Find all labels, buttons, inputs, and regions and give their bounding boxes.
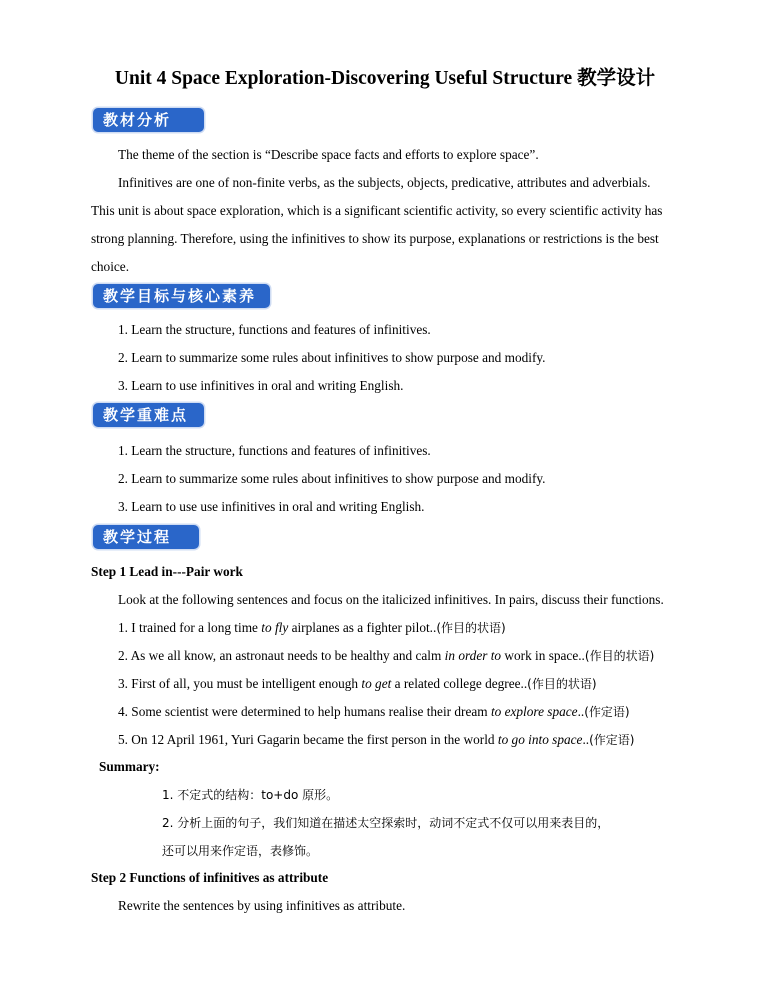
example-sentence-1: [118, 620, 506, 636]
function-note: (作定语): [584, 705, 630, 719]
page-title: Unit 4 Space Exploration-Discovering Useful Structure 教学设计: [114, 68, 656, 89]
sentence-text: 4. Some scientist were determined to help humans realise their dream: [118, 704, 491, 719]
summary-item-2-line-2: 还可以用来作定语，表修饰。: [162, 844, 319, 858]
italic-infinitive: to get: [361, 676, 392, 691]
italic-infinitive: to go into space: [497, 732, 583, 747]
goal-item: 2. Learn to summarize some rules about infinitives to show purpose and modify.: [118, 350, 546, 365]
function-note: (作目的状语): [436, 621, 506, 635]
analysis-paragraph-2-line-3: strong planning. Therefore, using the infinitives to show its purpose, explanations or restrictions is the best: [91, 231, 659, 246]
italic-infinitive: to fly: [261, 620, 289, 635]
sentence-text: 2. As we all know, an astronaut needs to be healthy and calm: [118, 648, 445, 663]
section-badge-process: 教学过程: [93, 525, 199, 549]
italic-infinitive: to explore space: [490, 704, 578, 719]
sentence-text: airplanes as a fighter pilot..: [288, 620, 437, 635]
section-badge-goals: 教学目标与核心素养: [93, 284, 270, 308]
analysis-paragraph-2-line-1: Infinitives are one of non-finite verbs, as the subjects, objects, predicative, attributes and adverbials.: [118, 175, 651, 190]
keypoint-item: 1. Learn the structure, functions and features of infinitives.: [118, 443, 431, 458]
sentence-text: 5. On 12 April 1961, Yuri Gagarin became the first person in the world: [118, 732, 498, 747]
step2-intro: Rewrite the sentences by using infinitives as attribute.: [118, 898, 406, 913]
example-sentence-2: [118, 648, 654, 664]
sentence-text: ..: [582, 732, 590, 747]
function-note: (作定语): [589, 733, 635, 747]
function-note: (作目的状语): [527, 677, 597, 691]
keypoint-item: 3. Learn to use use infinitives in oral and writing English.: [118, 499, 425, 514]
function-note: (作目的状语): [584, 649, 655, 663]
italic-infinitive: in order to: [444, 648, 502, 663]
analysis-paragraph-2-line-2: This unit is about space exploration, which is a significant scientific activity, so every scientific activity has: [91, 203, 663, 218]
analysis-paragraph-1: The theme of the section is “Describe space facts and efforts to explore space”.: [118, 147, 539, 162]
section-badge-keypoints: 教学重难点: [93, 403, 204, 427]
sentence-text: 3. First of all, you must be intelligent enough: [118, 676, 362, 691]
goal-item: 1. Learn the structure, functions and features of infinitives.: [118, 322, 431, 337]
analysis-paragraph-2-line-4: choice.: [91, 259, 130, 274]
goal-item: 3. Learn to use infinitives in oral and writing English.: [118, 378, 404, 393]
sentence-text: a related college degree..: [391, 676, 528, 691]
step1-heading: Step 1 Lead in---Pair work: [91, 564, 243, 579]
summary-item-1: 1. 不定式的结构：to+do 原形。: [162, 788, 339, 802]
sentence-text: 1. I trained for a long time: [118, 620, 262, 635]
example-sentence-5: [118, 732, 634, 748]
example-sentence-3: [118, 676, 597, 692]
sentence-text: ..: [577, 704, 585, 719]
summary-item-2-line-1: 2. 分析上面的句子，我们知道在描述太空探索时，动词不定式不仅可以用来表目的，: [162, 816, 610, 830]
sentence-text: work in space..: [501, 648, 585, 663]
example-sentence-4: [118, 704, 630, 720]
section-badge-analysis: 教材分析: [93, 108, 204, 132]
step2-heading: Step 2 Functions of infinitives as attribute: [91, 870, 329, 885]
step1-intro: Look at the following sentences and focus on the italicized infinitives. In pairs, discuss their functions.: [118, 592, 664, 607]
keypoint-item: 2. Learn to summarize some rules about infinitives to show purpose and modify.: [118, 471, 546, 486]
summary-heading: Summary:: [99, 759, 160, 774]
